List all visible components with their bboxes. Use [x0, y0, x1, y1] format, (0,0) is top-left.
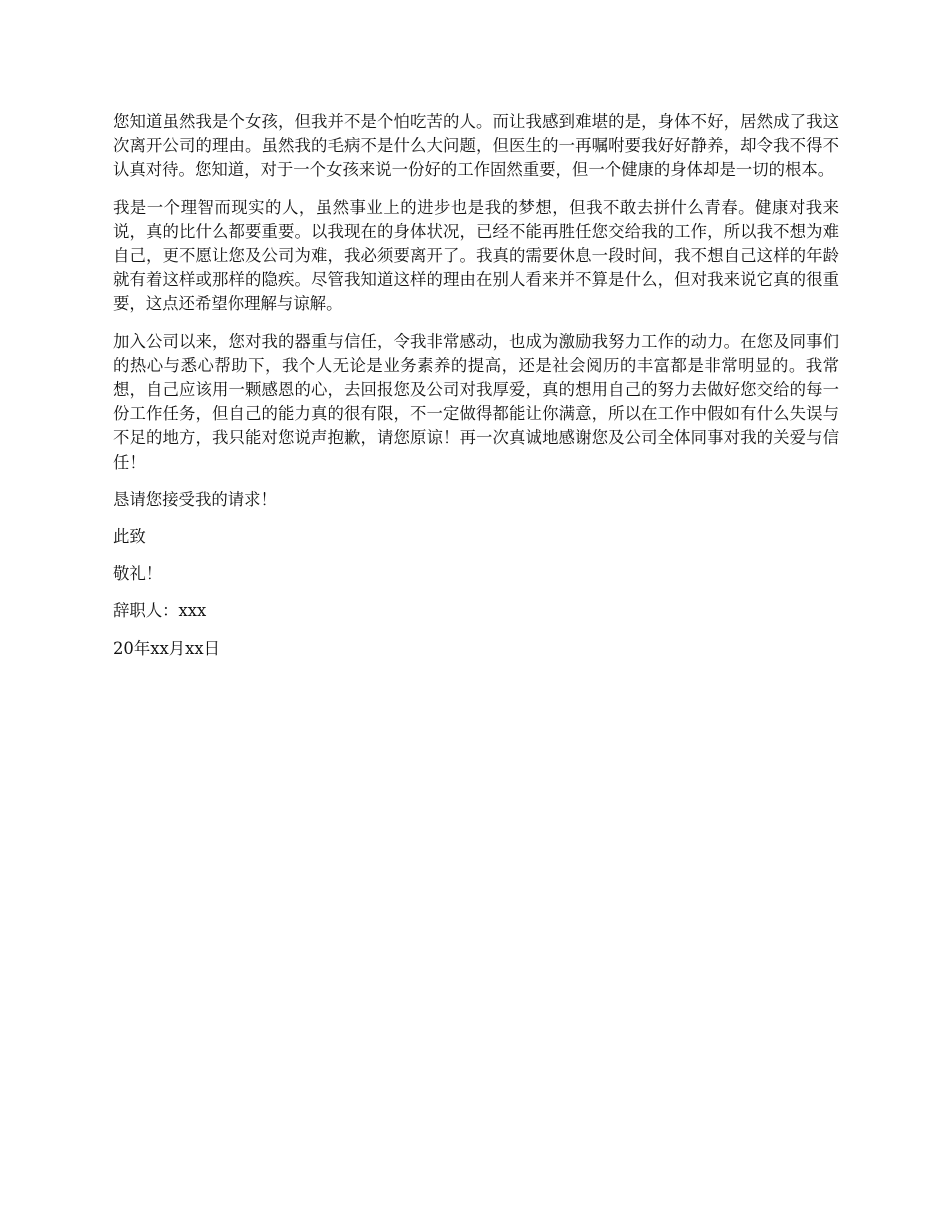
signature-line: 辞职人：xxx: [113, 601, 207, 621]
request-line: 恳请您接受我的请求！: [113, 489, 277, 509]
letter-paragraph-3: 加入公司以来，您对我的器重与信任，令我非常感动，也成为激励我努力工作的动力。在您及同事们的热心与悉心帮助下，我个人无论是业务素养的提高，还是社会阅历的丰富都是非常明显的。我常想，自己应该用一颗感恩的心，去回报您及公司对我厚爱，真的想用自己的努力去做好您交给的每一份工作任务，但自己的能力真的很有限，不一定做得都能让你满意，所以在工作中假如有什么失误与不足的地方，我只能对您说声抱歉，请您原谅！再一次真诚地感谢您及公司全体同事对我的关爱与信任！: [113, 331, 839, 472]
date-line: 20年xx月xx日: [113, 638, 221, 658]
letter-paragraph-2: 我是一个理智而现实的人，虽然事业上的进步也是我的梦想，但我不敢去拼什么青春。健康对我来说，真的比什么都要重要。以我现在的身体状况，已经不能再胜任您交给我的工作，所以我不想为难自己，更不愿让您及公司为难，我必须要离开了。我真的需要休息一段时间，我不想自己这样的年龄就有着这样或那样的隐疾。尽管我知道这样的理由在别人看来并不算是什么，但对我来说它真的很重要，这点还希望你理解与谅解。: [113, 197, 839, 314]
letter-body: [113, 110, 839, 674]
closing-line: 此致: [113, 527, 146, 547]
salutation-line: 敬礼！: [113, 564, 163, 584]
letter-paragraph-1: 您知道虽然我是个女孩，但我并不是个怕吃苦的人。而让我感到难堪的是，身体不好，居然成了我这次离开公司的理由。虽然我的毛病不是什么大问题，但医生的一再嘱咐要我好好静养，却令我不得不认真对待。您知道，对于一个女孩来说一份好的工作固然重要，但一个健康的身体却是一切的根本。: [113, 112, 839, 180]
